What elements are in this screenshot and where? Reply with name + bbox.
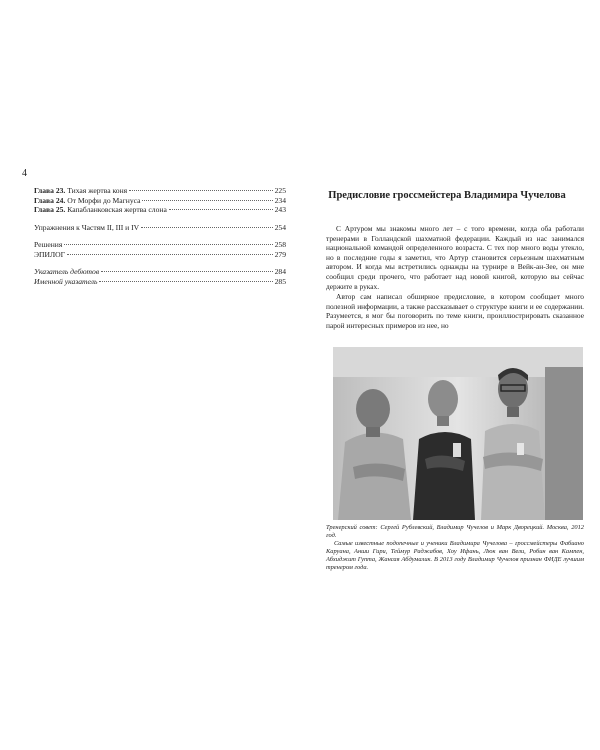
photo-image	[333, 347, 583, 520]
toc-entry-label	[34, 186, 127, 196]
toc-page-number: 243	[274, 205, 286, 214]
toc-chapter-number: Глава 24.	[34, 195, 66, 205]
toc-entry	[34, 277, 286, 287]
toc-leader-dots	[101, 271, 272, 272]
toc-entry-label	[34, 277, 97, 287]
toc-page-number: 285	[274, 276, 286, 286]
toc-spacer	[34, 215, 286, 223]
toc-spacer	[34, 232, 286, 240]
toc-entry	[34, 196, 286, 206]
toc-entry	[34, 223, 286, 233]
caption-line: Самые известные подопечные и ученики Владимира Чучелова – гроссмейстеры Фабиано Каруана, Анши Гири, Теймур Раджабов, Хоу Ифань, Люк ван Вели, Робин ван Кампен, Абхиджит Гупта, Жансая Абдумалик. В 2013 году Владимир Чучелов признан ФИДЕ лучшим тренером года.	[326, 540, 584, 571]
toc-chapter-title: Решения	[34, 240, 63, 249]
left-page	[22, 168, 290, 588]
toc-page-number: 225	[274, 186, 286, 195]
toc-page-number: 254	[274, 222, 286, 232]
toc-leader-dots	[99, 281, 272, 282]
toc-entry	[34, 267, 286, 277]
toc-spacer	[34, 259, 286, 267]
toc-page-number: 234	[274, 195, 286, 205]
toc-page-number: 284	[274, 267, 286, 276]
toc-entry-label	[34, 240, 62, 250]
toc-entry	[34, 186, 286, 196]
toc-leader-dots	[64, 244, 272, 245]
toc-entry-label	[34, 205, 167, 215]
caption-line: Тренерский совет: Сергей Рублевский, Владимир Чучелов и Марк Дворецкий. Москва, 2012 год.	[326, 524, 584, 539]
photo-caption	[326, 524, 584, 572]
toc-entry	[34, 250, 286, 260]
toc-chapter-title: ЭПИЛОГ	[34, 249, 66, 259]
toc-entry-label	[34, 250, 65, 260]
toc-entry-label	[34, 267, 99, 277]
toc-chapter-title: Капабланковская жертва слона	[65, 205, 167, 214]
toc-chapter-title: Именной указатель	[34, 276, 98, 286]
toc-leader-dots	[142, 200, 272, 201]
toc-chapter-title: Указатель дебютов	[34, 267, 100, 276]
toc-chapter-title: От Морфи до Магнуса	[65, 195, 141, 205]
toc-entry-label	[34, 196, 140, 206]
preface-title: Предисловие гроссмейстера Владимира Чучелова	[328, 190, 566, 201]
toc-entry-label	[34, 223, 139, 233]
table-of-contents	[34, 186, 286, 286]
page-number: 4	[22, 168, 27, 179]
preface-paragraph: Автор сам написал обширное предисловие, в котором сообщает много полезной информации, а также рассказывает о структуре книги и ее содержании. Разумеется, я мог бы поговорить по теме книги, проиллюстрировать сказанное парой интересных примеров из нее, но	[326, 292, 584, 330]
toc-entry	[34, 240, 286, 250]
photo-three-men	[333, 347, 583, 520]
toc-page-number: 258	[274, 240, 286, 249]
toc-leader-dots	[67, 254, 273, 255]
right-page	[308, 190, 586, 590]
toc-chapter-title: Тихая жертва коня	[65, 186, 128, 195]
toc-leader-dots	[129, 190, 272, 191]
preface-paragraph: С Артуром мы знакомы много лет – с того времени, когда оба работали тренерами в Голландской шахматной федерации. Каждый из нас занимался национальной командой определенного возраста. С тех пор много воды утекло, но в последние годы я заметил, что Артур становится серьезным шахматным автором. И когда мы встретились однажды на турнире в Вейк-ан-Зее, он мне сообщил среди прочего, что работает над новой книгой, которую вы сейчас держите в руках.	[326, 224, 584, 291]
toc-chapter-title: Упражнения к Частям II, III и IV	[34, 222, 140, 232]
toc-entry	[34, 205, 286, 215]
toc-chapter-number: Глава 23.	[34, 186, 66, 195]
toc-chapter-number: Глава 25.	[34, 205, 66, 214]
toc-leader-dots	[169, 209, 273, 210]
preface-body	[326, 224, 584, 332]
toc-leader-dots	[141, 227, 272, 228]
toc-page-number: 279	[274, 249, 286, 259]
